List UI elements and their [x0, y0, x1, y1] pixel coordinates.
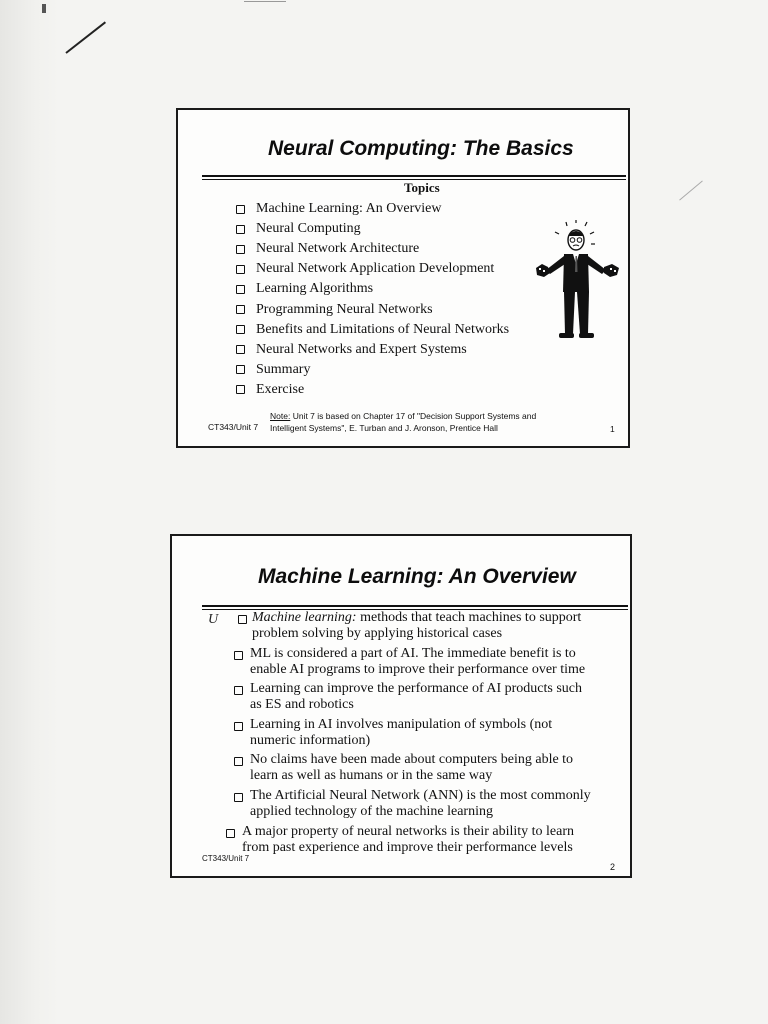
bullet-list	[208, 610, 591, 859]
list-item: A major property of neural networks is their ability to learn from past experience and improve their performance levels	[208, 824, 591, 856]
page-number: 2	[610, 862, 616, 872]
handwritten-mark: U	[208, 612, 219, 627]
checkbox-bullet-icon	[236, 225, 245, 234]
checkbox-bullet-icon	[234, 686, 243, 695]
checkbox-bullet-icon	[236, 385, 245, 394]
list-item: Neural Network Application Development	[236, 259, 509, 279]
slide-title: Neural Computing: The Basics	[268, 137, 574, 160]
slide-title: Machine Learning: An Overview	[258, 565, 576, 588]
list-item: Programming Neural Networks	[236, 299, 509, 319]
list-item: Exercise	[236, 380, 509, 400]
checkbox-bullet-icon	[236, 345, 245, 354]
list-item: ML is considered a part of AI. The immediate benefit is to enable AI programs to improve their performance over time	[208, 646, 591, 678]
list-item: Benefits and Limitations of Neural Networks	[236, 320, 509, 340]
checkbox-bullet-icon	[226, 829, 235, 838]
margin-scratch	[679, 180, 703, 200]
list-item: Learning Algorithms	[236, 279, 509, 299]
checkbox-bullet-icon	[238, 615, 247, 624]
title-rule	[202, 175, 626, 177]
top-dash-mark	[244, 1, 286, 2]
title-rule	[202, 605, 628, 607]
slide-2	[170, 534, 632, 878]
checkbox-bullet-icon	[236, 305, 245, 314]
checkbox-bullet-icon	[236, 245, 245, 254]
corner-mark	[42, 4, 46, 13]
checkbox-bullet-icon	[236, 365, 245, 374]
list-item: U Machine learning: methods that teach machines to support problem solving by applying historical cases	[208, 610, 582, 641]
checkbox-bullet-icon	[234, 722, 243, 731]
checkbox-bullet-icon	[234, 757, 243, 766]
list-item: Neural Network Architecture	[236, 239, 509, 259]
slide-1	[176, 108, 630, 448]
list-item: Learning can improve the performance of AI products such as ES and robotics	[208, 681, 591, 713]
checkbox-bullet-icon	[236, 205, 245, 214]
note-label: Note:	[270, 411, 291, 421]
topic-list	[236, 199, 509, 400]
checkbox-bullet-icon	[236, 325, 245, 334]
checkbox-bullet-icon	[236, 285, 245, 294]
list-item: Neural Networks and Expert Systems	[236, 340, 509, 360]
course-code: CT343/Unit 7	[208, 422, 259, 432]
checkbox-bullet-icon	[234, 793, 243, 802]
list-item: Neural Computing	[236, 219, 509, 239]
list-item: Machine Learning: An Overview	[236, 199, 509, 219]
confused-man-clipart	[532, 220, 622, 342]
list-item: Summary	[236, 360, 509, 380]
page-number: 1	[610, 424, 615, 434]
list-item: The Artificial Neural Network (ANN) is the most commonly applied technology of the machine learning	[208, 788, 591, 820]
checkbox-bullet-icon	[234, 651, 243, 660]
topics-heading: Topics	[404, 180, 440, 195]
list-item: Learning in AI involves manipulation of symbols (not numeric information)	[208, 717, 591, 749]
course-code: CT343/Unit 7	[202, 854, 250, 863]
checkbox-bullet-icon	[236, 265, 245, 274]
list-item: No claims have been made about computers being able to learn as well as humans or in the same way	[208, 752, 591, 784]
source-note: Note: Unit 7 is based on Chapter 17 of "Decision Support Systems and Intelligent Systems", E. Turban and J. Aronson, Prentice Hall	[270, 411, 537, 433]
scanned-page-edge	[0, 0, 60, 1024]
term: Machine learning:	[252, 610, 357, 625]
pen-stroke-mark	[65, 21, 106, 53]
